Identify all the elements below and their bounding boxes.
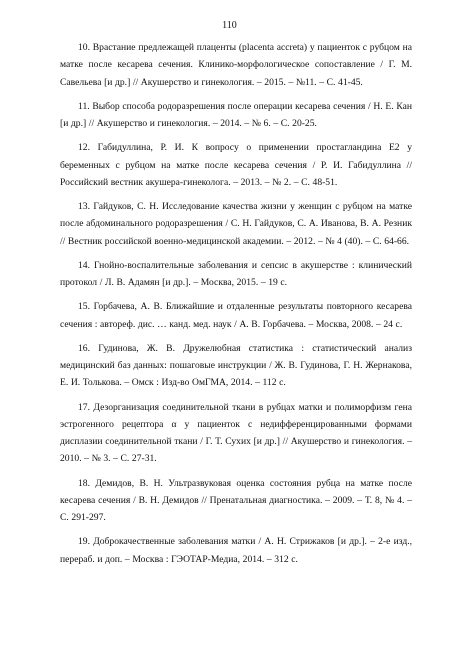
- reference-item-19: 19. Доброкачественные заболевания матки / А. Н. Стрижаков [и др.]. – 2-е изд., перераб. и доп. – Москва : ГЭОТАР-Медиа, 2014. – 312 с.: [60, 536, 412, 565]
- reference-item-14: 14. Гнойно-воспалительные заболевания и сепсис в акушерстве : клинический протокол / Л. В. Адамян [и др.]. – Москва, 2015. – 19 с.: [60, 259, 412, 289]
- reference-item-11: 11. Выбор способа родоразрешения после операции кесарева сечения / Н. Е. Кан [и др.] // Акушерство и гинекология. – 2014. – № 6. – С. 20-25.: [60, 100, 412, 130]
- reference-item-12: 12. Габидуллина, Р. И. К вопросу о применении простагландина Е2 у беременных с рубцом на матке после кесарева сечения / Р. И. Габидуллина // Российский вестник акушера-гинеколога. – 2013. – № 2. – С. 48-51.: [60, 142, 412, 188]
- reference-item-15: 15. Горбачева, А. В. Ближайшие и отдаленные результаты повторного кесарева сечения : автореф. дис. … канд. мед. наук / А. В. Горбачева. – Москва, 2008. – 24 с.: [60, 301, 412, 330]
- reference-item-10: 10. Врастание предлежащей плаценты (placenta accreta) у пациенток с рубцом на матке после кесарева сечения. Клинико-морфологическое сопоставление / Г. М. Савельева [и др.] // Акушерство и гинекология. – 2015. – №11. – С. 41-45.: [60, 42, 412, 88]
- reference-item-13: 13. Гайдуков, С. Н. Исследование качества жизни у женщин с рубцом на матке после абдоминального родоразрешения / С. Н. Гайдуков, С. А. Иванова, В. А. Резник // Вестник российской военно-медицинской академии. – 2012. – № 4 (40). – С. 64-66.: [60, 201, 412, 247]
- page-number: 110: [222, 20, 237, 31]
- reference-item-17: 17. Дезорганизация соединительной ткани в рубцах матки и полиморфизм гена эстрогенного рецептора α у пациенток с недифференцированными формами дисплазии соединительной ткани / Г. Т. Сухих [и др.] // Акушерство и гинекология. – 2010. – № 3. – С. 27-31.: [60, 401, 412, 465]
- reference-item-18: 18. Демидов, В. Н. Ультразвуковая оценка состояния рубца на матке после кесарева сечения / В. Н. Демидов // Пренатальная диагностика. – 2009. – Т. 8, № 4. – С. 291-297.: [60, 477, 412, 524]
- reference-item-16: 16. Гудинова, Ж. В. Дружелюбная статистика : статистический анализ медицинский баз данных: пошаговые инструкции / Ж. В. Гудинова, Г. Н. Жернакова, Е. И. Толькова. – Омск : Изд-во ОмГМА, 2014. – 112 с.: [60, 342, 412, 389]
- reference-list: [60, 39, 412, 575]
